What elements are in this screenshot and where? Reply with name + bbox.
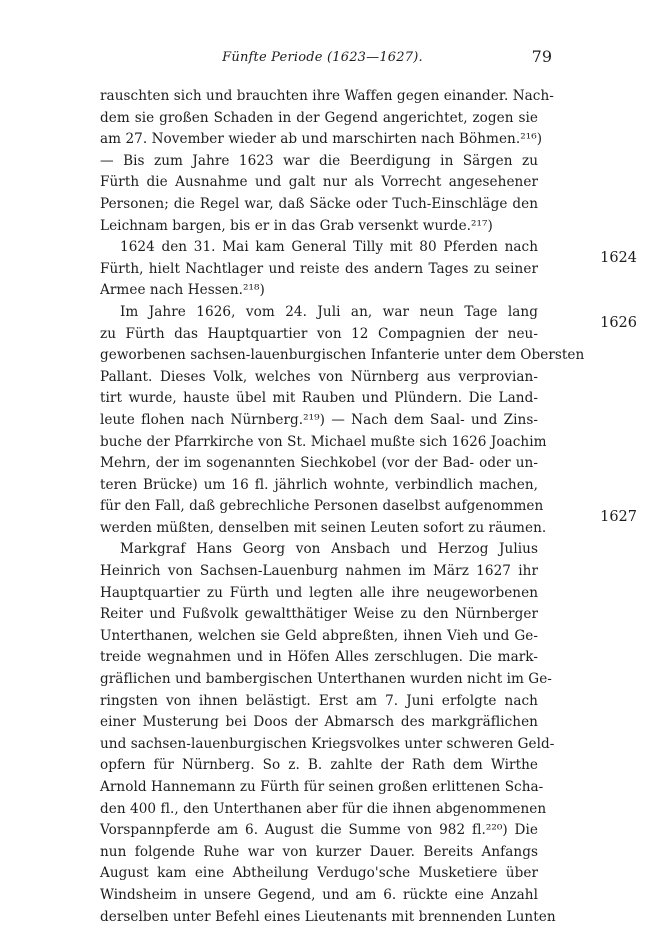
text-line: werden müßten, denselben mit seinen Leuten sofort zu räumen.: [100, 519, 547, 536]
text-line: Pallant. Dieses Volk, welches von Nürnberg aus verprovian-: [100, 368, 538, 385]
text-line: tirt wurde, hauste übel mit Rauben und Plündern. Die Land-: [100, 390, 538, 407]
text-line: Personen; die Regel war, daß Säcke oder Tuch-Einschläge den: [100, 195, 538, 212]
running-head: Fünfte Periode (1623—1627).: [222, 50, 423, 65]
margin-year-1626: 1626: [600, 315, 637, 331]
margin-year-1627: 1627: [600, 509, 637, 525]
text-line: gräflichen und bambergischen Unterthanen wurden nicht im Ge-: [100, 671, 552, 688]
text-line: ringsten von ihnen belästigt. Erst am 7. Juni erfolgte nach: [100, 692, 538, 709]
text-line: zu Fürth das Hauptquartier von 12 Compagnien der neu-: [100, 325, 538, 342]
text-line: Windsheim in unsere Gegend, und am 6. rückte eine Anzahl: [100, 886, 538, 903]
text-line: Markgraf Hans Georg von Ansbach und Herzog Julius: [120, 541, 538, 558]
text-line: und sachsen-lauenburgischen Kriegsvolkes unter schweren Geld-: [100, 735, 555, 752]
text-line: einer Musterung bei Doos der Abmarsch des markgräflichen: [100, 714, 538, 731]
text-line: — Bis zum Jahre 1623 war die Beerdigung in Särgen zu: [100, 152, 538, 169]
text-line: Fürth die Ausnahme und galt nur als Vorrecht angesehener: [100, 174, 538, 191]
text-line: Heinrich von Sachsen-Lauenburg nahmen im März 1627 ihr: [100, 563, 538, 580]
margin-year-1624: 1624: [600, 250, 637, 266]
text-line: am 27. November wieder ab und marschirten nach Böhmen.²¹⁶): [100, 131, 543, 148]
text-line: für den Fall, daß gebrechliche Personen daselbst aufgenommen: [100, 498, 544, 515]
text-line: teren Brücke) um 16 fl. jährlich wohnte, verbindlich machen,: [100, 476, 538, 493]
text-line: opfern für Nürnberg. So z. B. zahlte der Rath dem Wirthe: [100, 757, 538, 774]
text-line: Im Jahre 1626, vom 24. Juli an, war neun Tage lang: [120, 303, 538, 320]
text-line: Vorspannpferde am 6. August die Summe von 982 fl.²²⁰) Die: [100, 822, 538, 839]
text-line: 1624 den 31. Mai kam General Tilly mit 80 Pferden nach: [120, 239, 538, 256]
text-line: geworbenen sachsen-lauenburgischen Infanterie unter dem Obersten: [100, 347, 585, 364]
text-line: treide wegnahmen und in Höfen Alles zerschlugen. Die mark-: [100, 649, 538, 666]
text-line: Hauptquartier zu Fürth und legten alle ihre neugeworbenen: [100, 584, 538, 601]
text-line: Reiter und Fußvolk gewaltthätiger Weise zu den Nürnberger: [100, 606, 538, 623]
text-line: dem sie großen Schaden in der Gegend angerichtet, zogen sie: [100, 109, 538, 126]
text-line: nun folgende Ruhe war von kurzer Dauer. Bereits Anfangs: [100, 843, 538, 860]
text-line: August kam eine Abtheilung Verdugo'sche Musketiere über: [100, 865, 538, 882]
text-line: Unterthanen, welchen sie Geld abpreßten, ihnen Vieh und Ge-: [100, 627, 538, 644]
text-line: Leichnam bargen, bis er in das Grab versenkt wurde.²¹⁷): [100, 217, 493, 234]
text-line: derselben unter Befehl eines Lieutenants mit brennenden Lunten: [100, 908, 556, 925]
body-text: [100, 86, 585, 928]
text-line: Mehrn, der im sogenannten Siechkobel (vor der Bad- oder un-: [100, 455, 538, 472]
text-line: Arnold Hannemann zu Fürth für seinen großen erlittenen Scha-: [100, 779, 544, 795]
text-line: Fürth, hielt Nachtlager und reiste des andern Tages zu seiner: [100, 260, 538, 277]
text-line: Armee nach Hessen.²¹⁸): [100, 282, 265, 299]
text-line: buche der Pfarrkirche von St. Michael mußte sich 1626 Joachim: [100, 433, 547, 450]
text-line: den 400 fl., den Unterthanen aber für die ihnen abgenommenen: [100, 800, 547, 817]
page-number: 79: [531, 47, 552, 66]
page-header: [100, 47, 552, 70]
text-line: leute flohen nach Nürnberg.²¹⁹) — Nach dem Saal- und Zins-: [100, 411, 538, 428]
text-line: rauschten sich und brauchten ihre Waffen gegen einander. Nach-: [100, 88, 554, 104]
